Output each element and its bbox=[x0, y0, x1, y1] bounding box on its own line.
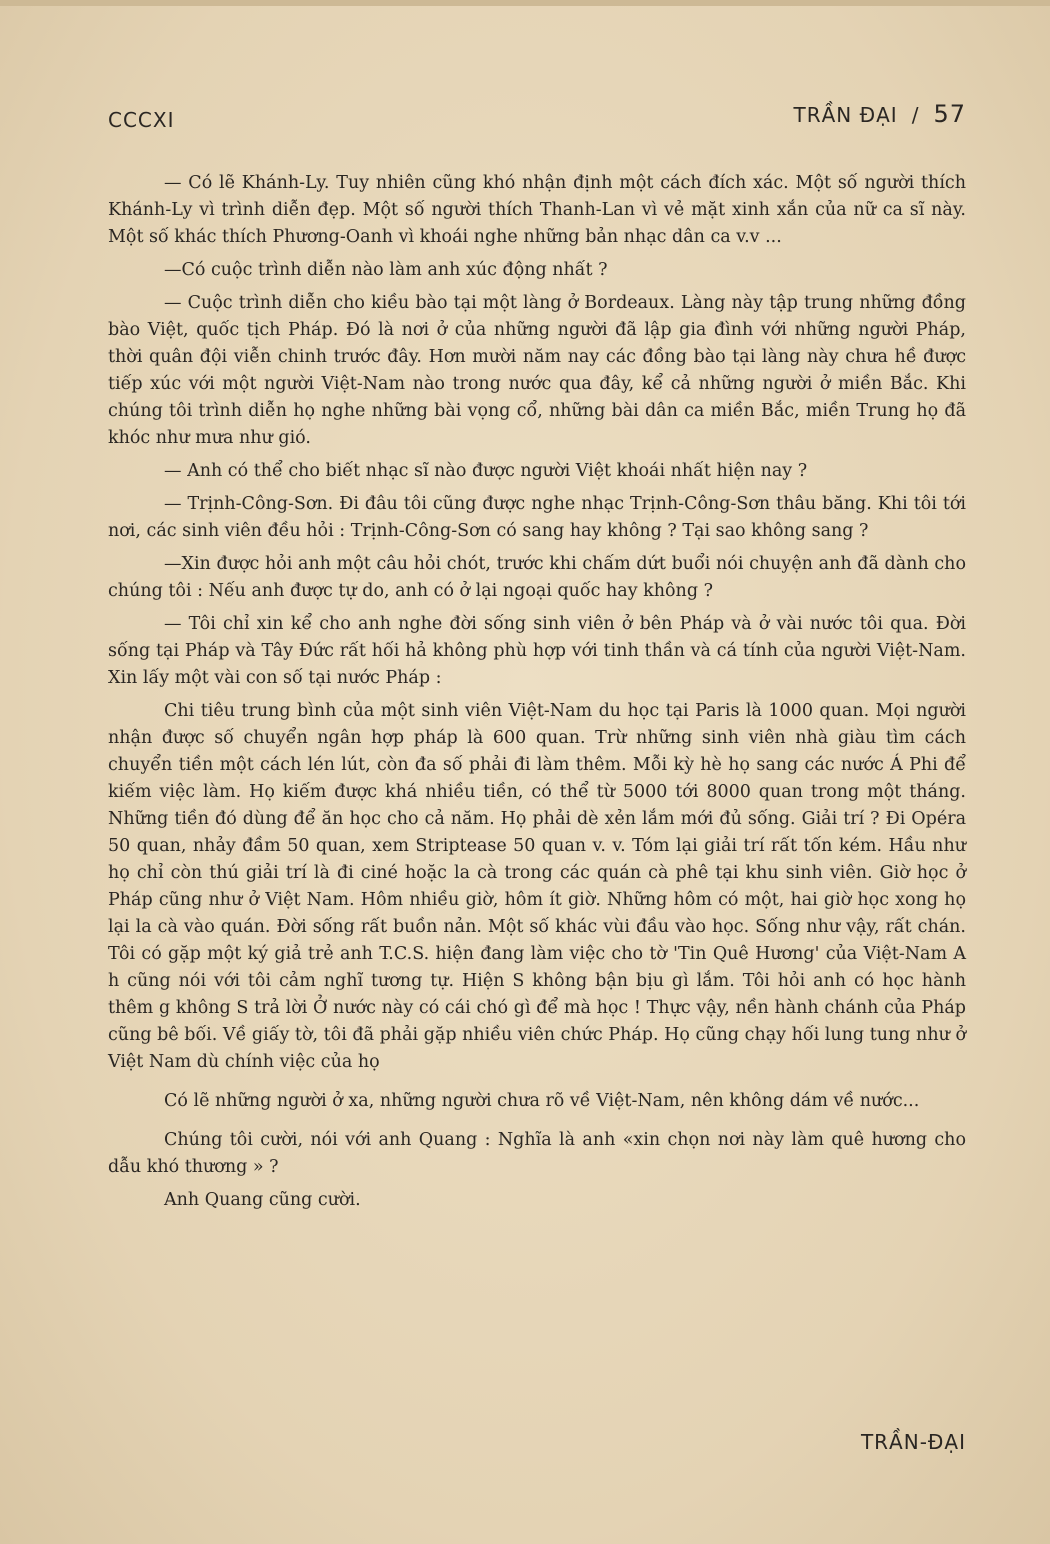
paragraph-7: — Tôi chỉ xin kể cho anh nghe đời sống sinh viên ở bên Pháp và ở vài nước tôi qua. Đời sống tại Pháp và Tây Đức rất hối hả không phù hợp với tinh thần và cá tính của người Việt-Nam. Xin lấy một vài con số tại nước Pháp : bbox=[108, 614, 966, 688]
paragraph-6: —Xin được hỏi anh một câu hỏi chót, trước khi chấm dứt buổi nói chuyện anh đã dành cho chúng tôi : Nếu anh được tự do, anh có ở lại ngoại quốc hay không ? bbox=[108, 554, 966, 601]
page-top-edge bbox=[0, 0, 1050, 6]
header-separator: / bbox=[911, 103, 920, 127]
paragraph-11: Anh Quang cũng cười. bbox=[164, 1190, 361, 1210]
paragraph-4: — Anh có thể cho biết nhạc sĩ nào được người Việt khoái nhất hiện nay ? bbox=[164, 461, 808, 481]
paragraph-1: — Có lẽ Khánh-Ly. Tuy nhiên cũng khó nhận định một cách đích xác. Một số người thích Khánh-Ly vì trình diễn đẹp. Một số người thích Thanh-Lan vì vẻ mặt xinh xắn của nữ ca sĩ này. Một số khác thích Phương-Oanh vì khoái nghe những bản nhạc dân ca v.v ... bbox=[108, 173, 966, 247]
page-number: 57 bbox=[933, 100, 966, 128]
page-header bbox=[108, 100, 966, 140]
section-code: CCCXI bbox=[108, 108, 175, 132]
paragraph-3: — Cuộc trình diễn cho kiều bào tại một làng ở Bordeaux. Làng này tập trung những đồng bào Việt, quốc tịch Pháp. Đó là nơi ở của những người đã lập gia đình với những người Pháp, thời quân đội viễn chinh trước đây. Hơn mười năm nay các đồng bào tại làng này chưa hề được tiếp xúc với một người Việt-Nam nào trong nước qua đây, kể cả những người ở miền Bắc. Khi chúng tôi trình diễn họ nghe những bài vọng cổ, những bài dân ca miền Bắc, miền Trung họ đã khóc như mưa như gió. bbox=[108, 293, 966, 448]
paragraph-5: — Trịnh-Công-Sơn. Đi đâu tôi cũng được nghe nhạc Trịnh-Công-Sơn thâu băng. Khi tôi tới nơi, các sinh viên đều hỏi : Trịnh-Công-Sơn có sang hay không ? Tại sao không sang ? bbox=[108, 494, 966, 541]
author-signature: TRẦN-ĐẠI bbox=[860, 1430, 966, 1454]
paragraph-10: Chúng tôi cười, nói với anh Quang : Nghĩa là anh «xin chọn nơi này làm quê hương cho dẫu khó thương » ? bbox=[108, 1130, 966, 1177]
header-right bbox=[794, 100, 967, 128]
article-body bbox=[108, 170, 966, 1220]
paragraph-8: Chi tiêu trung bình của một sinh viên Việt-Nam du học tại Paris là 1000 quan. Mọi người nhận được số chuyển ngân hợp pháp là 600 quan. Trừ những sinh viên nhà giàu tìm cách chuyển tiền một cách lén lút, còn đa số phải đi làm thêm. Mỗi kỳ hè họ sang các nước Á Phi để kiếm việc làm. Họ kiếm được khá nhiều tiền, có thể từ 5000 tới 8000 quan trong một tháng. Những tiền đó dùng để ăn học cho cả năm. Họ phải dè xẻn lắm mới đủ sống. Giải trí ? Đi Opéra 50 quan, nhảy đầm 50 quan, xem Striptease 50 quan v. v. Tóm lại giải trí rất tốn kém. Hầu như họ chỉ còn thú giải trí là đi ciné hoặc la cà trong các quán cà phê tại khu sinh viên. Giờ học ở Pháp cũng như ở Việt Nam. Hôm nhiều giờ, hôm ít giờ. Những hôm có một, hai giờ học xong họ lại la cà vào quán. Đời sống rất buồn nản. Một số khác vùi đầu vào học. Sống như vậy, rất chán. Tôi có gặp một ký giả trẻ anh T.C.S. hiện đang làm việc cho tờ 'Tin Quê Hương' của Việt-Nam A h cũng nói với tôi cảm nghĩ tương tự. Hiện S không bận bịu gì lắm. Tôi hỏi anh có học hành thêm g không S trả lời Ở nước này có cái chó gì để mà học ! Thực vậy, nền hành chánh của Pháp cũng bê bối. Về giấy tờ, tôi đã phải gặp nhiều viên chức Pháp. Họ cũng chạy hối lung tung như ở Việt Nam dù chính việc của họ bbox=[108, 701, 966, 1072]
paragraph-2: —Có cuộc trình diễn nào làm anh xúc động nhất ? bbox=[164, 260, 608, 280]
author-running-head: TRẦN ĐẠI bbox=[793, 103, 898, 127]
paragraph-9: Có lẽ những người ở xa, những người chưa rõ về Việt-Nam, nên không dám về nước... bbox=[164, 1091, 920, 1111]
